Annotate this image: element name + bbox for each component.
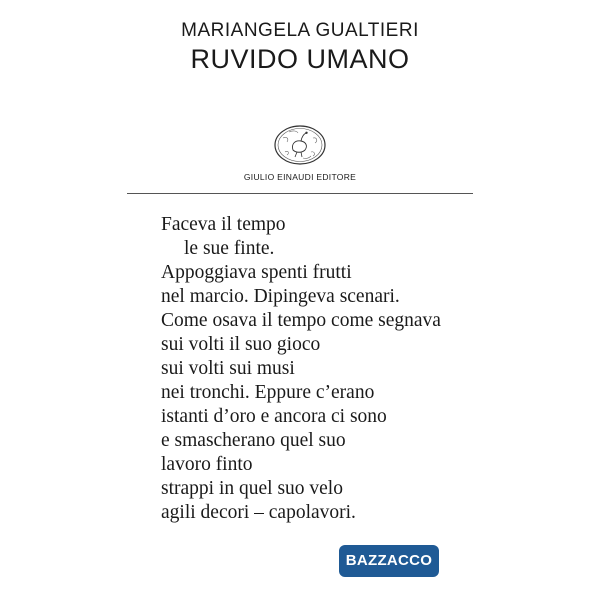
publisher-name: GIULIO EINAUDI EDITORE	[243, 172, 357, 182]
ostrich-emblem-icon	[273, 124, 327, 166]
divider-line	[127, 193, 473, 194]
poem-line: istanti d’oro e ancora ci sono	[161, 406, 387, 427]
poem-text	[161, 213, 441, 525]
poem-line: Faceva il tempo	[161, 214, 286, 235]
poem-line: strappi in quel suo velo	[161, 478, 343, 499]
poem-line: le sue finte.	[184, 238, 275, 259]
poem-line: nei tronchi. Eppure c’erano	[161, 382, 375, 403]
poem-line: sui volti sui musi	[161, 358, 295, 379]
author-name: MARIANGELA GUALTIERI	[181, 20, 419, 41]
poem-line: e smascherano quel suo	[161, 430, 346, 451]
poem-line: sui volti il suo gioco	[161, 334, 321, 355]
book-title: RUVIDO UMANO	[190, 44, 410, 74]
poem-line: nel marcio. Dipingeva scenari.	[161, 286, 400, 307]
poem-line: Appoggiava spenti frutti	[161, 262, 352, 283]
poem-line: lavoro finto	[161, 454, 253, 475]
poem-line: Come osava il tempo come segnava	[161, 310, 441, 331]
bazzacco-badge-button[interactable]: BAZZACCO	[339, 545, 439, 577]
poem-line: agili decori – capolavori.	[161, 502, 356, 523]
